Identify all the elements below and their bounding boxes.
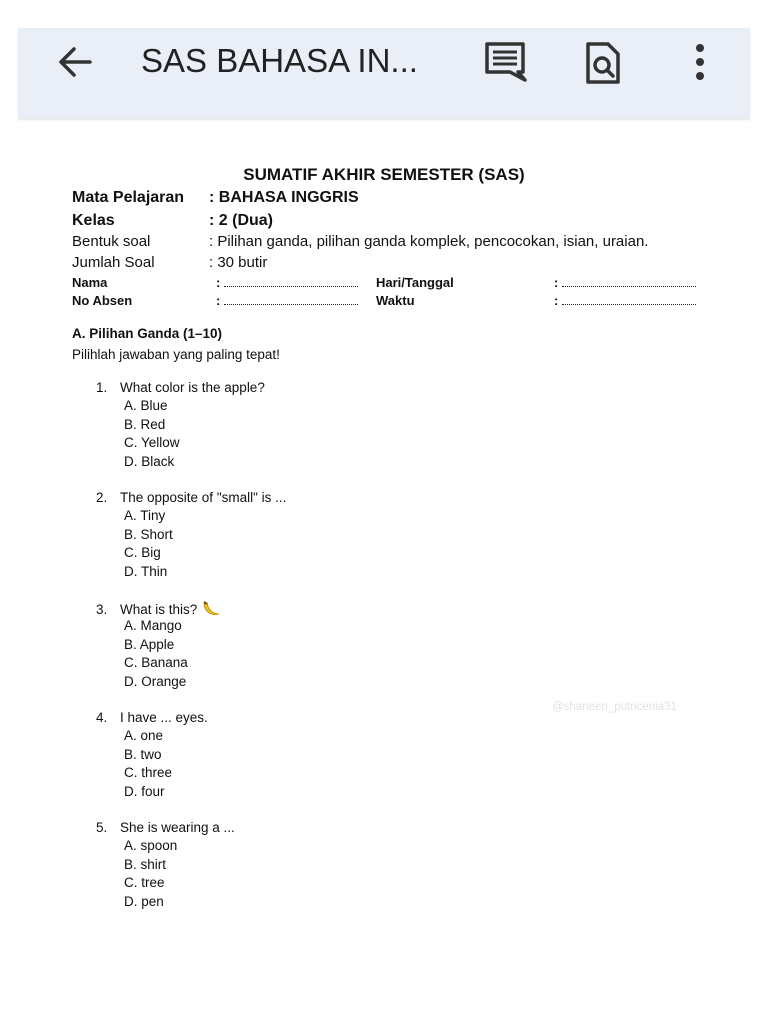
format-label: Bentuk soal: [72, 233, 151, 250]
answer-option: A. spoon: [124, 838, 178, 854]
day-colon: :: [554, 275, 559, 290]
app-title: SAS BAHASA IN...: [141, 42, 418, 79]
time-label: Waktu: [376, 293, 415, 308]
document-search-icon: [580, 40, 624, 86]
answer-option: B. Short: [124, 526, 173, 542]
watermark: @shaneen_putricenia31: [552, 701, 677, 713]
absen-colon: :: [216, 293, 221, 308]
absen-field: [216, 293, 358, 308]
day-label: Hari/Tanggal: [376, 275, 454, 290]
answer-option: B. shirt: [124, 856, 167, 872]
answer-option: D. four: [124, 783, 165, 799]
class-label: Kelas: [72, 212, 115, 229]
question-text: What color is the apple?: [120, 380, 265, 395]
answer-option: A. Blue: [124, 398, 168, 414]
comment-icon: [482, 40, 528, 84]
question-text: She is wearing a ...: [120, 820, 235, 835]
answer-option: A. Mango: [124, 618, 182, 634]
answer-option: B. two: [124, 746, 162, 762]
section-title: A. Pilihan Ganda (1–10): [72, 326, 223, 341]
answer-option: D. Orange: [124, 673, 187, 689]
answer-option: C. tree: [124, 875, 165, 891]
answer-option: C. three: [124, 765, 173, 781]
answer-option: D. pen: [124, 893, 164, 909]
day-field: [554, 275, 696, 290]
question-3: [96, 600, 221, 692]
absen-blank-line: [224, 294, 358, 305]
more-vert-icon: [686, 40, 714, 84]
answer-option: C. Big: [124, 545, 161, 561]
more-options-button[interactable]: [686, 40, 714, 84]
subject-label: Mata Pelajaran: [72, 189, 185, 206]
answer-option: A. one: [124, 728, 164, 744]
count-label: Jumlah Soal: [72, 254, 155, 271]
answer-option: C. Yellow: [124, 435, 180, 451]
banana-icon: [201, 600, 221, 621]
answer-option: B. Red: [124, 416, 166, 432]
count-value: : 30 butir: [209, 254, 268, 271]
answer-option: D. Black: [124, 453, 175, 469]
question-4: [96, 710, 208, 802]
name-field: [216, 275, 358, 290]
absen-label: No Absen: [72, 293, 133, 308]
question-1: [96, 380, 265, 472]
question-text: What is this?: [120, 602, 198, 618]
name-blank-line: [224, 276, 358, 287]
answer-option: D. Thin: [124, 563, 168, 579]
find-in-document-button[interactable]: [580, 40, 624, 86]
class-value: : 2 (Dua): [209, 212, 273, 229]
question-text: I have ... eyes.: [120, 710, 208, 725]
question-number: 3.: [96, 602, 108, 618]
back-button[interactable]: [52, 40, 96, 84]
day-blank-line: [562, 276, 696, 287]
question-5: [96, 820, 235, 912]
time-blank-line: [562, 294, 696, 305]
question-number: 5.: [96, 820, 108, 835]
name-label: Nama: [72, 275, 108, 290]
subject-value: : BAHASA INGGRIS: [209, 189, 359, 206]
answer-option: C. Banana: [124, 655, 188, 671]
question-number: 2.: [96, 490, 108, 505]
answer-option: B. Apple: [124, 636, 175, 652]
time-field: [554, 293, 696, 308]
question-number: 4.: [96, 710, 108, 725]
question-text: The opposite of "small" is ...: [120, 490, 287, 505]
format-value: : Pilihan ganda, pilihan ganda komplek, pencocokan, isian, uraian.: [209, 233, 649, 250]
question-number: 1.: [96, 380, 108, 395]
name-colon: :: [216, 275, 221, 290]
time-colon: :: [554, 293, 559, 308]
arrow-back-icon: [52, 40, 96, 84]
comments-button[interactable]: [482, 40, 528, 84]
instruction-text: Pilihlah jawaban yang paling tepat!: [72, 347, 280, 362]
document-title: SUMATIF AKHIR SEMESTER (SAS): [243, 165, 525, 184]
question-2: [96, 490, 286, 582]
answer-option: A. Tiny: [124, 508, 166, 524]
